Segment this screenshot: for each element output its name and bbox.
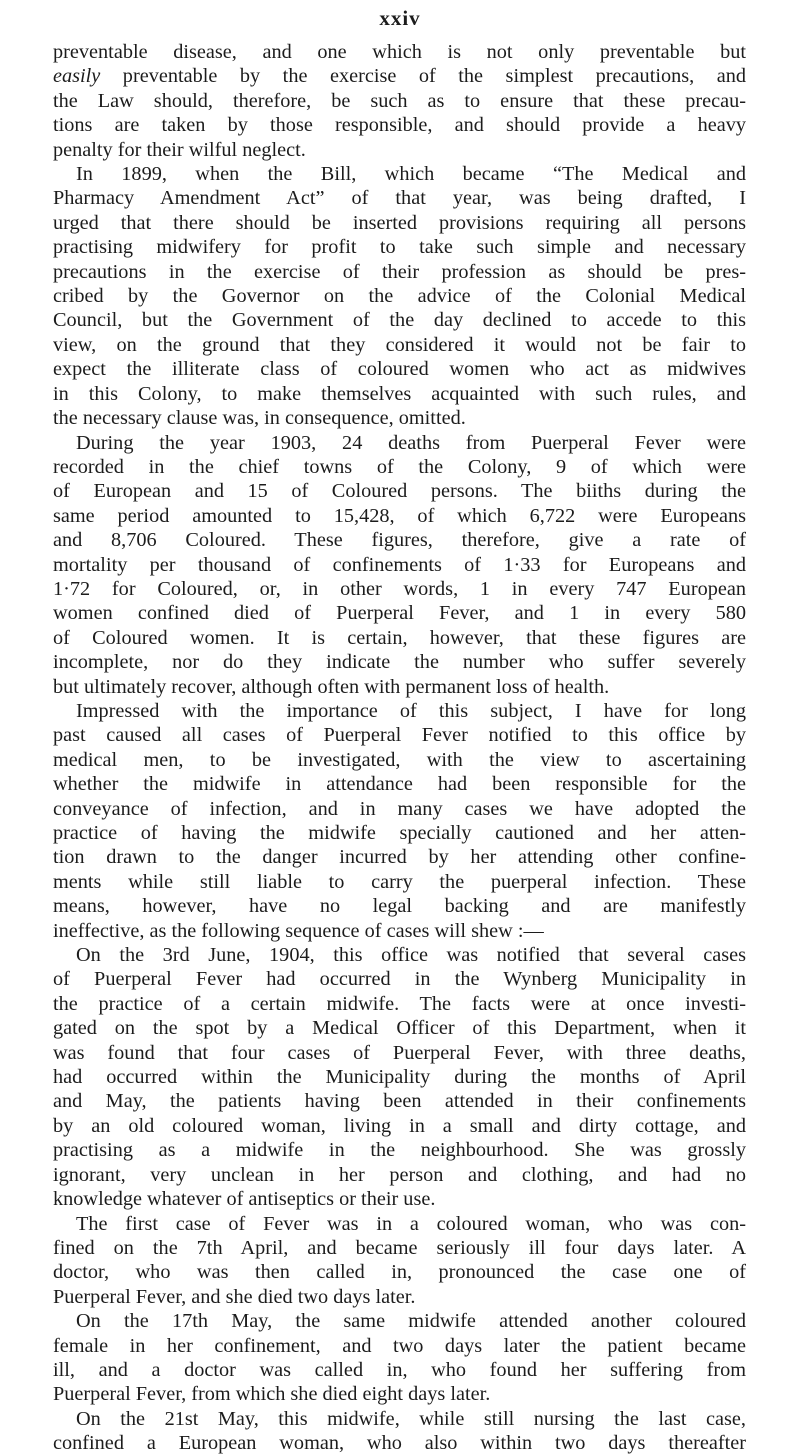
text-line: in this Colony, to make themselves acquainted with such rules, and xyxy=(53,382,746,405)
text-line: tions are taken by those responsible, and should provide a heavy xyxy=(53,114,746,137)
paragraph-8 xyxy=(53,1407,746,1456)
text-line: practising midwifery for profit to take such simple and necessary xyxy=(53,236,746,259)
text-line: precautions in the exercise of their profession as should be pres- xyxy=(53,260,746,283)
text-line: of European and 15 of Coloured persons. The biiths during the xyxy=(53,480,746,503)
text-line: Impressed with the importance of this subject, I have for long xyxy=(76,699,746,722)
text-line: Puerperal Fever, from which she died eight days later. xyxy=(53,1383,491,1406)
text-line: the practice of a certain midwife. The facts were at once investi- xyxy=(53,992,746,1015)
text-line: preventable disease, and one which is not only preventable but xyxy=(53,41,746,63)
text-line: On the 3rd June, 1904, this office was notified that several cases xyxy=(76,944,746,967)
text-line: past caused all cases of Puerperal Fever notified to this office by xyxy=(53,724,746,747)
text-line: whether the midwife in attendance had been responsible for the xyxy=(53,773,746,796)
text-line: by an old coloured woman, living in a small and dirty cottage, and xyxy=(53,1114,746,1137)
text-line: female in her confinement, and two days later the patient became xyxy=(53,1334,746,1357)
text-line: had occurred within the Municipality during the months of April xyxy=(53,1066,746,1089)
text-line: ineffective, as the following sequence of cases will shew :— xyxy=(53,919,544,942)
text-line: medical men, to be investigated, with the view to ascertaining xyxy=(53,748,746,771)
text-line: cribed by the Governor on the advice of the Colonial Medical xyxy=(53,285,746,308)
text-line: the Law should, therefore, be such as to ensure that these precau- xyxy=(53,89,746,112)
paragraph-6 xyxy=(53,1212,746,1310)
paragraph-4 xyxy=(53,699,746,943)
emphasis-easily: easily xyxy=(53,65,101,88)
paragraph-7 xyxy=(53,1309,746,1407)
text-line: expect the illiterate class of coloured women who act as midwives xyxy=(53,358,746,381)
paragraph-2 xyxy=(53,162,746,430)
text-line: On the 21st May, this midwife, while still nursing the last case, xyxy=(76,1407,746,1430)
text-line: knowledge whatever of antiseptics or their use. xyxy=(53,1188,436,1211)
text-line: ignorant, very unclean in her person and clothing, and had no xyxy=(53,1163,746,1186)
text-line: view, on the ground that they considered it would not be fair to xyxy=(53,333,746,356)
text-line: During the year 1903, 24 deaths from Puerperal Fever were xyxy=(76,431,746,454)
text-line: and 8,706 Coloured. These figures, therefore, give a rate of xyxy=(53,529,746,552)
text-line: Puerperal Fever, and she died two days later. xyxy=(53,1285,416,1308)
text-line: In 1899, when the Bill, which became “The Medical and xyxy=(76,163,746,186)
text-line: and May, the patients having been attended in their confinements xyxy=(53,1090,746,1113)
text-line: but ultimately recover, although often with permanent loss of health. xyxy=(53,675,610,698)
text-line: fined on the 7th April, and became seriously ill four days later. A xyxy=(53,1236,746,1259)
text-line: urged that there should be inserted provisions requiring all persons xyxy=(53,211,746,234)
text-line: practice of having the midwife specially cautioned and her atten- xyxy=(53,822,746,844)
text-line: ill, and a doctor was called in, who found her suffering from xyxy=(53,1358,746,1381)
text-line: means, however, have no legal backing and are manifestly xyxy=(53,895,746,918)
paragraph-1 xyxy=(53,40,746,162)
text-line: gated on the spot by a Medical Officer of this Department, when it xyxy=(53,1017,746,1040)
document-body xyxy=(53,40,746,1456)
text-line: of Puerperal Fever had occurred in the Wynberg Municipality in xyxy=(53,968,746,991)
text-line: 1·72 for Coloured, or, in other words, 1 in every 747 European xyxy=(53,577,746,600)
text-line: incomplete, nor do they indicate the number who suffer severely xyxy=(53,651,746,674)
text-line: mortality per thousand of confinements of 1·33 for Europeans and xyxy=(53,553,746,576)
text-line: On the 17th May, the same midwife attended another coloured xyxy=(76,1310,746,1333)
text-line: same period amounted to 15,428, of which 6,722 were Europeans xyxy=(53,504,746,527)
text-line: confined a European woman, who also within two days thereafter xyxy=(53,1432,746,1455)
paragraph-3 xyxy=(53,431,746,699)
text-line: conveyance of infection, and in many cases we have adopted the xyxy=(53,797,746,820)
text-line-italic-lead: easily preventable by the exercise of the simplest precautions, and xyxy=(53,65,746,88)
page-number: xxiv xyxy=(379,6,421,30)
text-line: recorded in the chief towns of the Colony, 9 of which were xyxy=(53,455,746,478)
text-line: doctor, who was then called in, pronounced the case one of xyxy=(53,1261,746,1284)
text-line: of Coloured women. It is certain, however, that these figures are xyxy=(53,626,746,649)
text-line: The first case of Fever was in a coloured woman, who was con- xyxy=(76,1212,746,1235)
text-line: the necessary clause was, in consequence, omitted. xyxy=(53,407,466,430)
paragraph-5 xyxy=(53,943,746,1211)
text-line: women confined died of Puerperal Fever, and 1 in every 580 xyxy=(53,602,746,625)
text-line: was found that four cases of Puerperal Fever, with three deaths, xyxy=(53,1041,746,1064)
text-line: Council, but the Government of the day declined to accede to this xyxy=(53,309,746,332)
text-line: tion drawn to the danger incurred by her attending other confine- xyxy=(53,846,746,869)
text-line: penalty for their wilful neglect. xyxy=(53,138,306,161)
text-line: ments while still liable to carry the puerperal infection. These xyxy=(53,870,746,893)
text-line: Pharmacy Amendment Act” of that year, was being drafted, I xyxy=(53,187,746,210)
text-line: practising as a midwife in the neighbourhood. She was grossly xyxy=(53,1139,746,1162)
